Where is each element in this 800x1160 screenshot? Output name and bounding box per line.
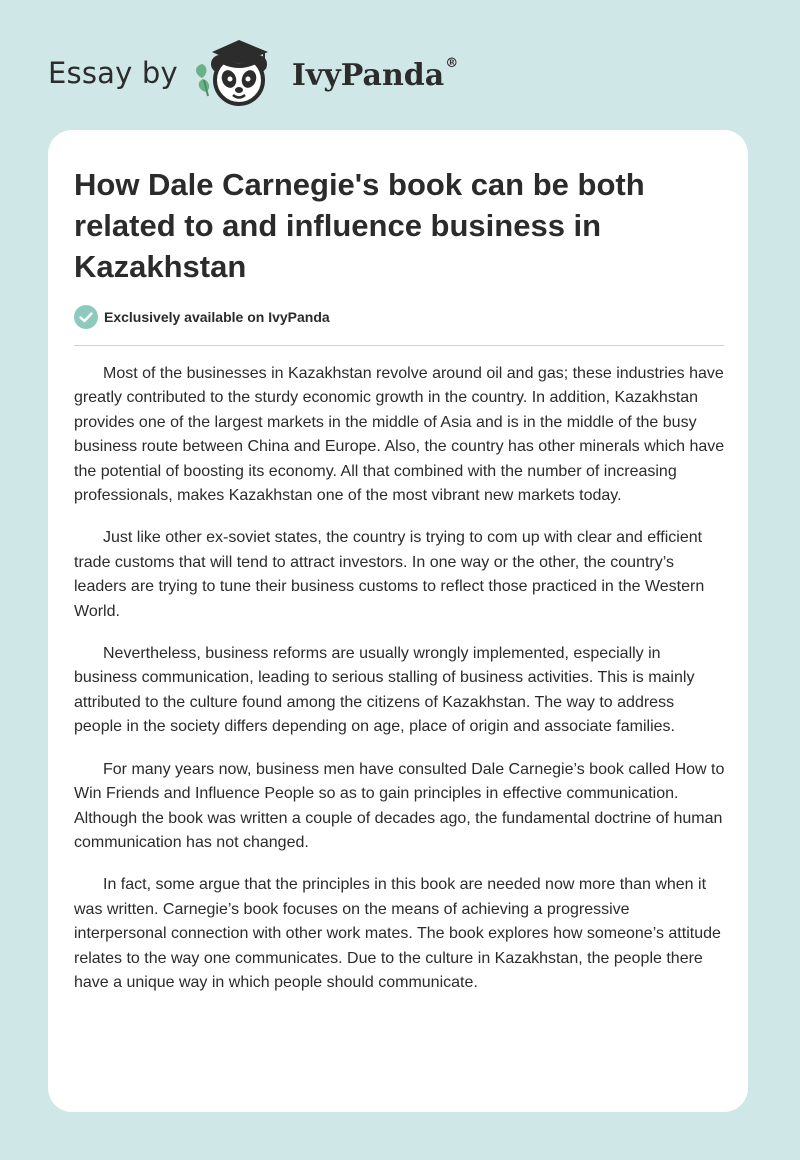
trademark-symbol: ®	[445, 55, 459, 71]
essay-by-label: Essay by	[48, 56, 178, 90]
paragraph: Most of the businesses in Kazakhstan revolve around oil and gas; these industries have greatly contributed to the sturdy economic growth in the country. In addition, Kazakhstan provides one of the largest markets in the middle of Asia and is in the middle of the busy business route between China and Europe. Also, the country has other minerals which have the potential of boosting its economy. All that combined with the number of increasing professionals, makes Kazakhstan one of the most vibrant new markets today.	[74, 365, 725, 505]
check-circle-icon	[74, 305, 98, 329]
paragraph: For many years now, business men have consulted Dale Carnegie’s book called How to Win Friends and Influence People so as to gain principles in effective communication. Although the book was written a couple of decades ago, the fundamental doctrine of human communication has not changed.	[74, 760, 725, 851]
divider	[74, 345, 724, 346]
paragraph: Nevertheless, business reforms are usually wrongly implemented, especially in business communication, leading to serious stalling of business activities. This is mainly attributed to the culture found among the citizens of Kazakhstan. The way to address people in the society differs depending on age, place of origin and associate families.	[74, 645, 695, 736]
panda-graduate-icon	[192, 34, 284, 110]
paragraph: Just like other ex-soviet states, the country is trying to com up with clear and efficient trade customs that will tend to attract investors. In one way or the other, the country’s leaders are trying to tune their business customs to reflect those practiced in the Western World.	[74, 529, 705, 620]
page-title: How Dale Carnegie's book can be both related to and influence business in Kazakhstan	[74, 167, 645, 284]
essay-body	[74, 362, 726, 1013]
site-header	[48, 34, 458, 110]
exclusive-badge	[74, 305, 330, 329]
exclusive-label: Exclusively available on IvyPanda	[104, 309, 330, 325]
paragraph: In fact, some argue that the principles in this book are needed now more than when it was written. Carnegie’s book focuses on the means of achieving a progressive interpersonal connection with other work mates. The book explores how someone’s attitude relates to the way one communicates. Due to the culture in Kazakhstan, the people there have a unique way in which people should communicate.	[74, 876, 721, 991]
essay-card	[48, 130, 748, 1112]
brand-name[interactable]: IvyPanda®	[291, 55, 459, 93]
